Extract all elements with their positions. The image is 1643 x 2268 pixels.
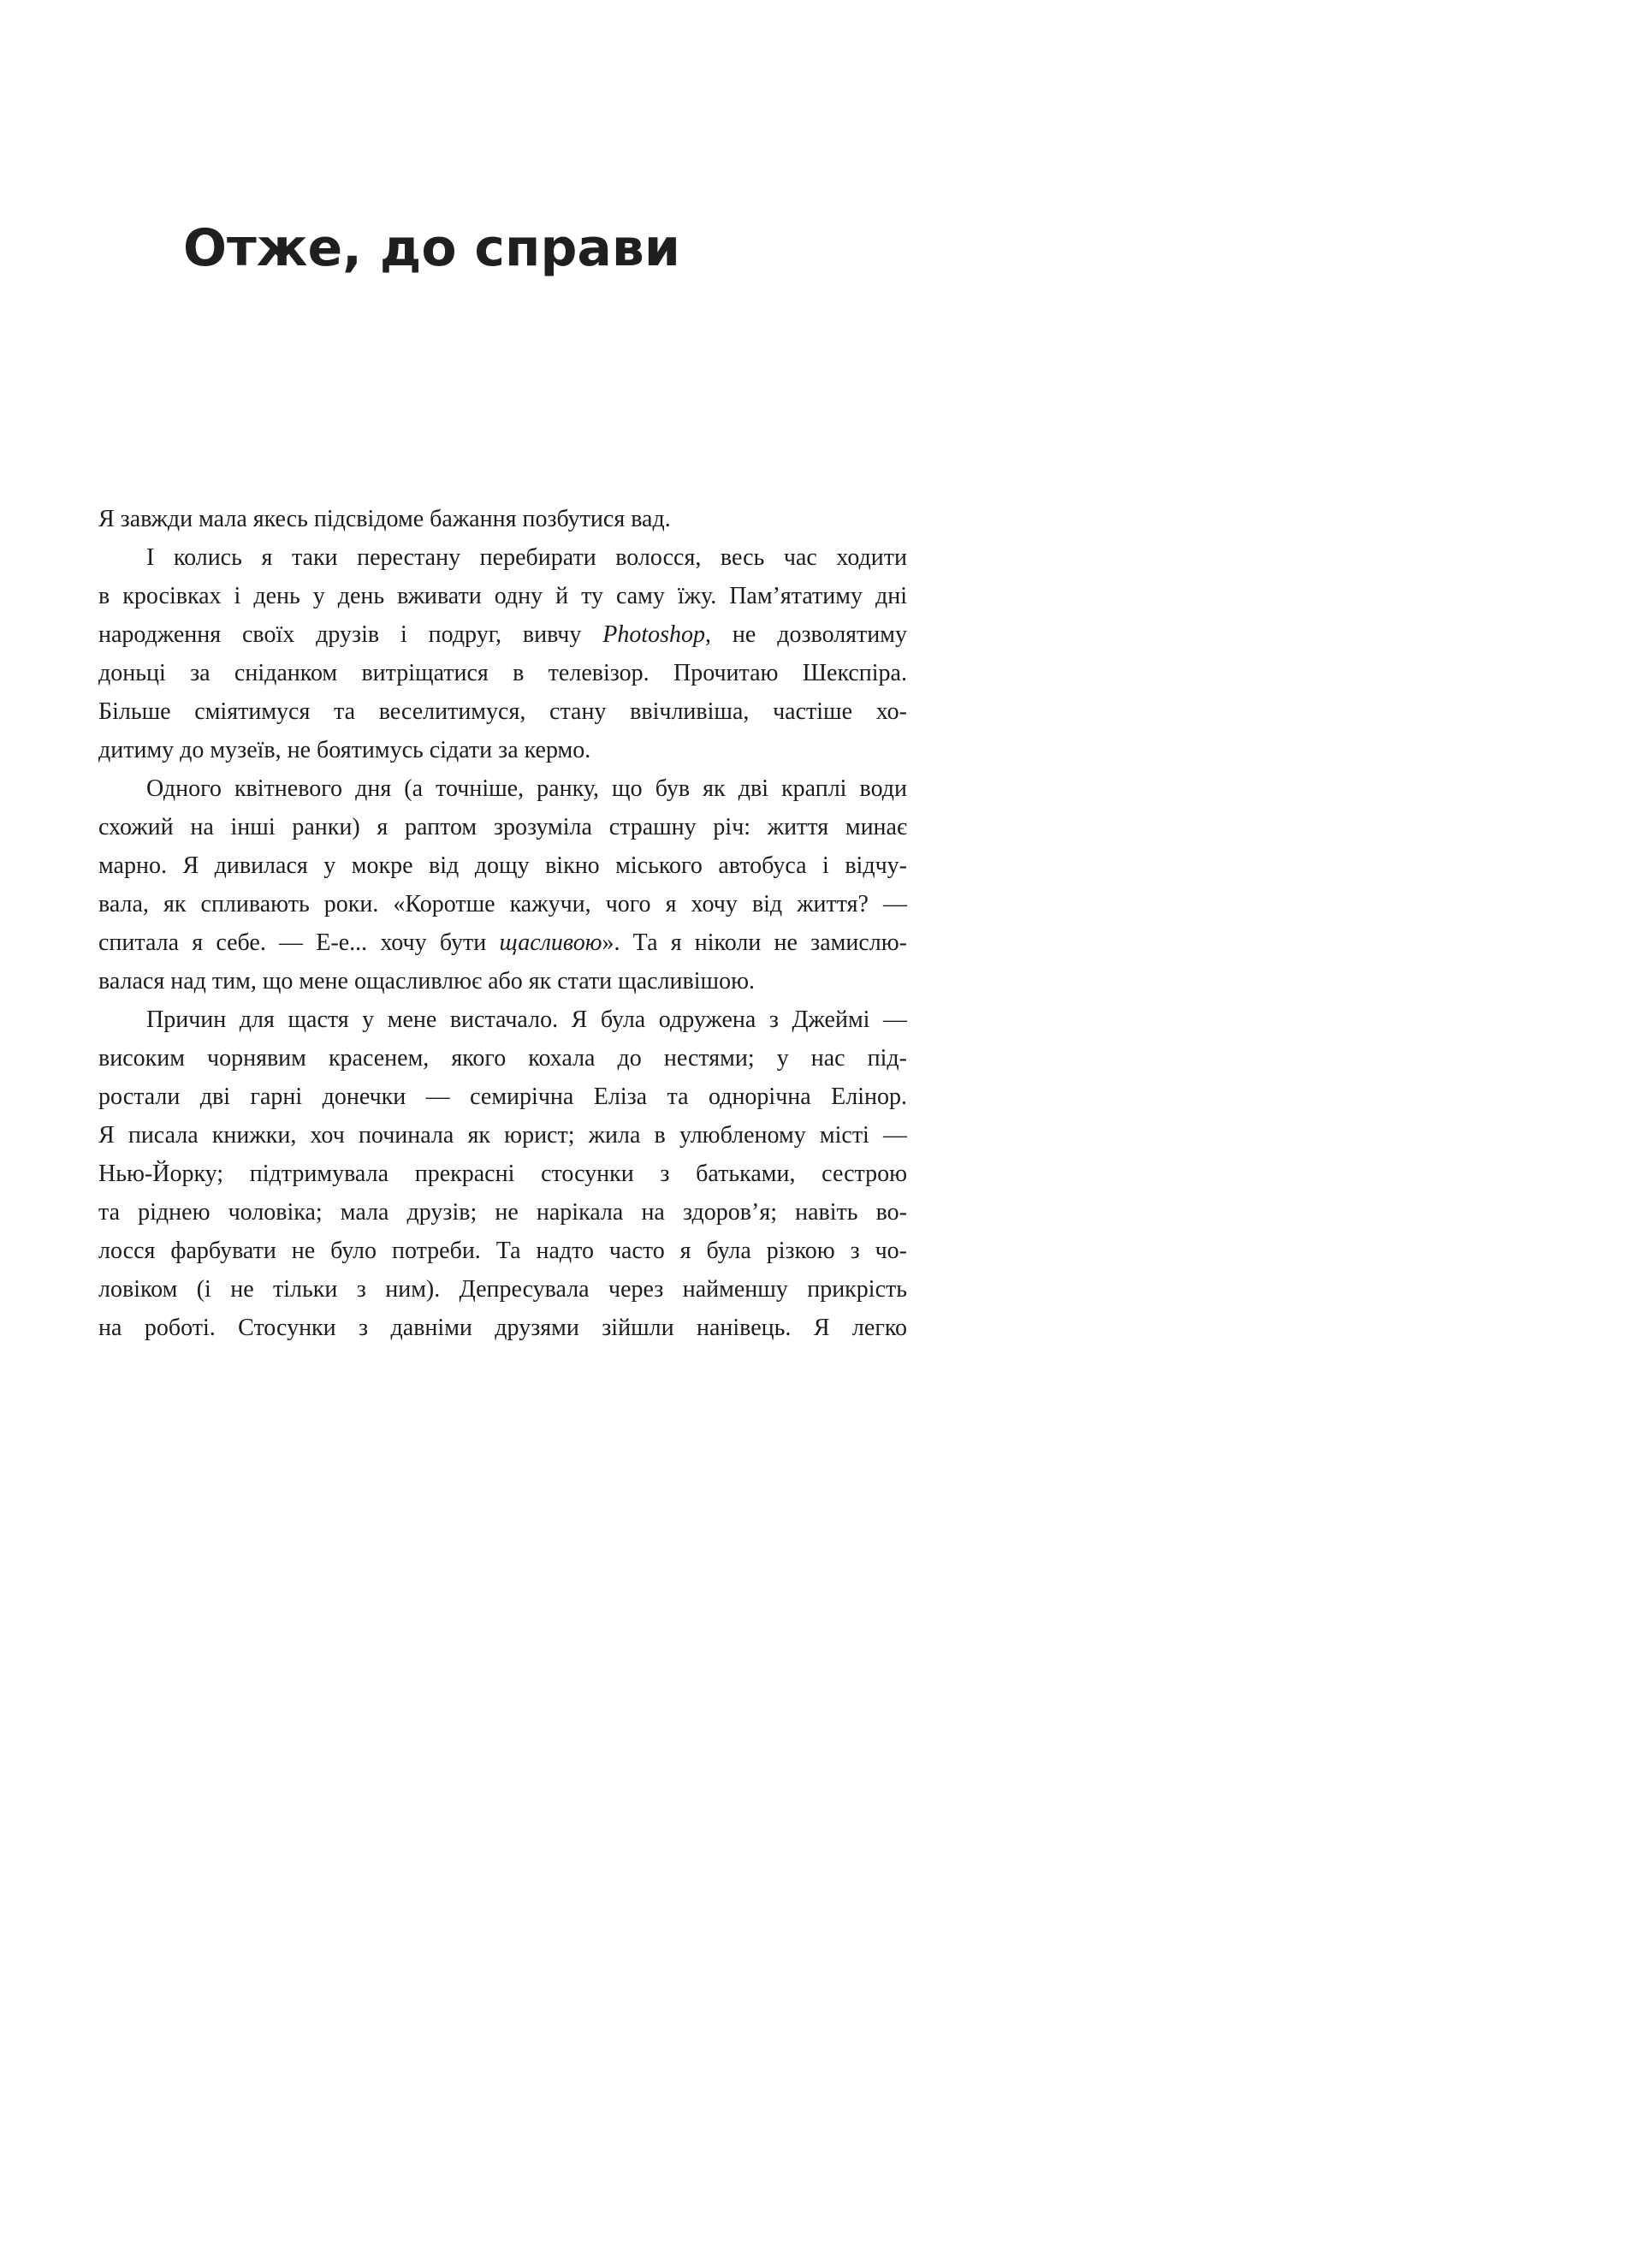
body-line: спитала я себе. — Е-е... хочу бути щасливою». Та я ніколи не замислю-	[98, 929, 907, 956]
body-line: марно. Я дивилася у мокре від дощу вікно міського автобуса і відчу-	[98, 852, 907, 879]
paragraph	[98, 538, 907, 769]
body-line: лосся фарбувати не було потреби. Та надто часто я була різкою з чо-	[98, 1238, 907, 1264]
body-line: І колись я таки перестану перебирати волосся, весь час ходити	[146, 544, 907, 571]
body-line: Я завжди мала якесь підсвідоме бажання позбутися вад.	[98, 506, 671, 532]
chapter-title: Отже, до справи	[183, 218, 680, 278]
paragraph	[98, 1000, 907, 1347]
body-line: Причин для щастя у мене вистачало. Я була одружена з Джеймі —	[146, 1006, 907, 1033]
body-line: та ріднею чоловіка; мала друзів; не нарікала на здоров’я; навіть во-	[98, 1199, 907, 1226]
body-line: народження своїх друзів і подруг, вивчу Photoshop, не дозволятиму	[98, 621, 907, 648]
body-line: валася над тим, що мене ощасливлює або як стати щасливішою.	[98, 968, 756, 994]
body-line: Більше сміятимуся та веселитимуся, стану ввічливіша, частіше хо-	[98, 698, 907, 725]
body-line: Одного квітневого дня (а точніше, ранку, що був як дві краплі води	[146, 775, 907, 802]
body-line: Нью-Йорку; підтримувала прекрасні стосунки з батьками, сестрою	[98, 1161, 907, 1187]
body-line: Я писала книжки, хоч починала як юрист; жила в улюбленому місті —	[98, 1122, 907, 1149]
body-line: вала, як спливають роки. «Коротше кажучи, чого я хочу від життя? —	[98, 891, 907, 917]
body-line: схожий на інші ранки) я раптом зрозуміла страшну річ: життя минає	[98, 814, 907, 840]
body-line: на роботі. Стосунки з давніми друзями зійшли нанівець. Я легко	[98, 1315, 907, 1341]
body-line: в кросівках і день у день вживати одну й ту саму їжу. Пам’ятатиму дні	[98, 583, 907, 609]
body-line: високим чорнявим красенем, якого кохала до нестями; у нас під-	[98, 1045, 907, 1072]
body-line: ловіком (і не тільки з ним). Депресувала через найменшу прикрість	[98, 1276, 907, 1303]
body-line: доньці за сніданком витріщатися в телевізор. Прочитаю Шекспіра.	[98, 660, 907, 686]
body-text	[98, 500, 907, 1347]
paragraph	[98, 500, 907, 538]
paragraph	[98, 769, 907, 1000]
body-line: дитиму до музеїв, не боятимусь сідати за кермо.	[98, 737, 591, 763]
body-line: ростали дві гарні донечки — семирічна Еліза та однорічна Елінор.	[98, 1084, 907, 1110]
